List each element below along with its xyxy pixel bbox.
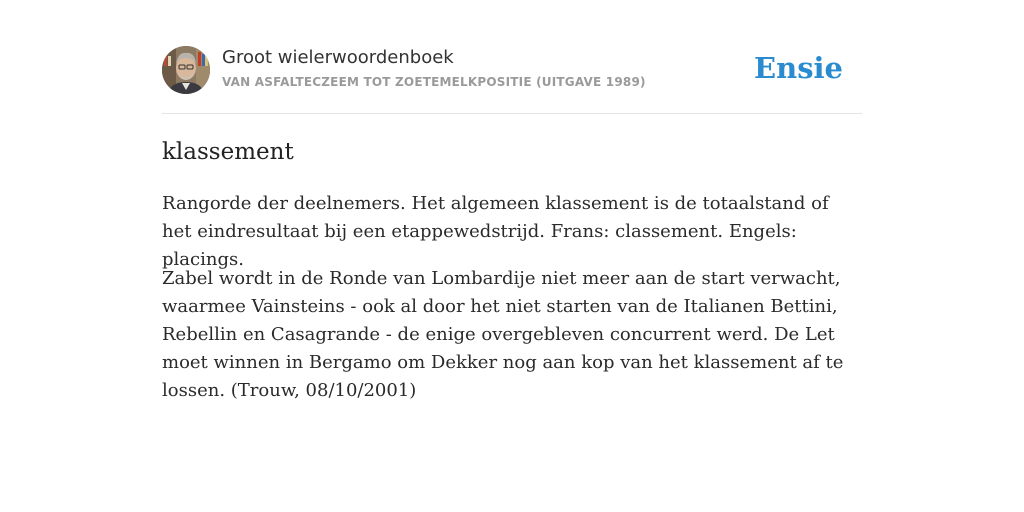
entry-example: Zabel wordt in de Ronde van Lombardije niet meer aan de start verwacht, waarmee Vainsteins - ook al door het niet starten van de Italianen Bettini, Rebellin en Casagrande - de enige overgebleven concurrent werd. De Let moet winnen in Bergamo om Dekker nog aan kop van het klassement af te lossen. (Trouw, 08/10/2001) <box>162 268 844 401</box>
source-title[interactable]: Groot wielerwoordenboek <box>222 47 454 68</box>
entry-card <box>162 46 862 401</box>
entry-term: klassement <box>162 139 294 165</box>
author-avatar[interactable] <box>162 46 210 94</box>
entry-definition: Rangorde der deelnemers. Het algemeen klassement is de totaalstand of het eindresultaat bij een etappewedstrijd. Frans: classement. Engels: placings. <box>162 193 829 270</box>
divider <box>162 113 862 114</box>
ensie-logo[interactable]: Ensie <box>754 51 843 85</box>
author-portrait-icon <box>162 46 210 94</box>
source-subtitle: VAN ASFALTECZEEM TOT ZOETEMELKPOSITIE (UITGAVE 1989) <box>222 75 646 89</box>
source-header <box>162 46 862 96</box>
